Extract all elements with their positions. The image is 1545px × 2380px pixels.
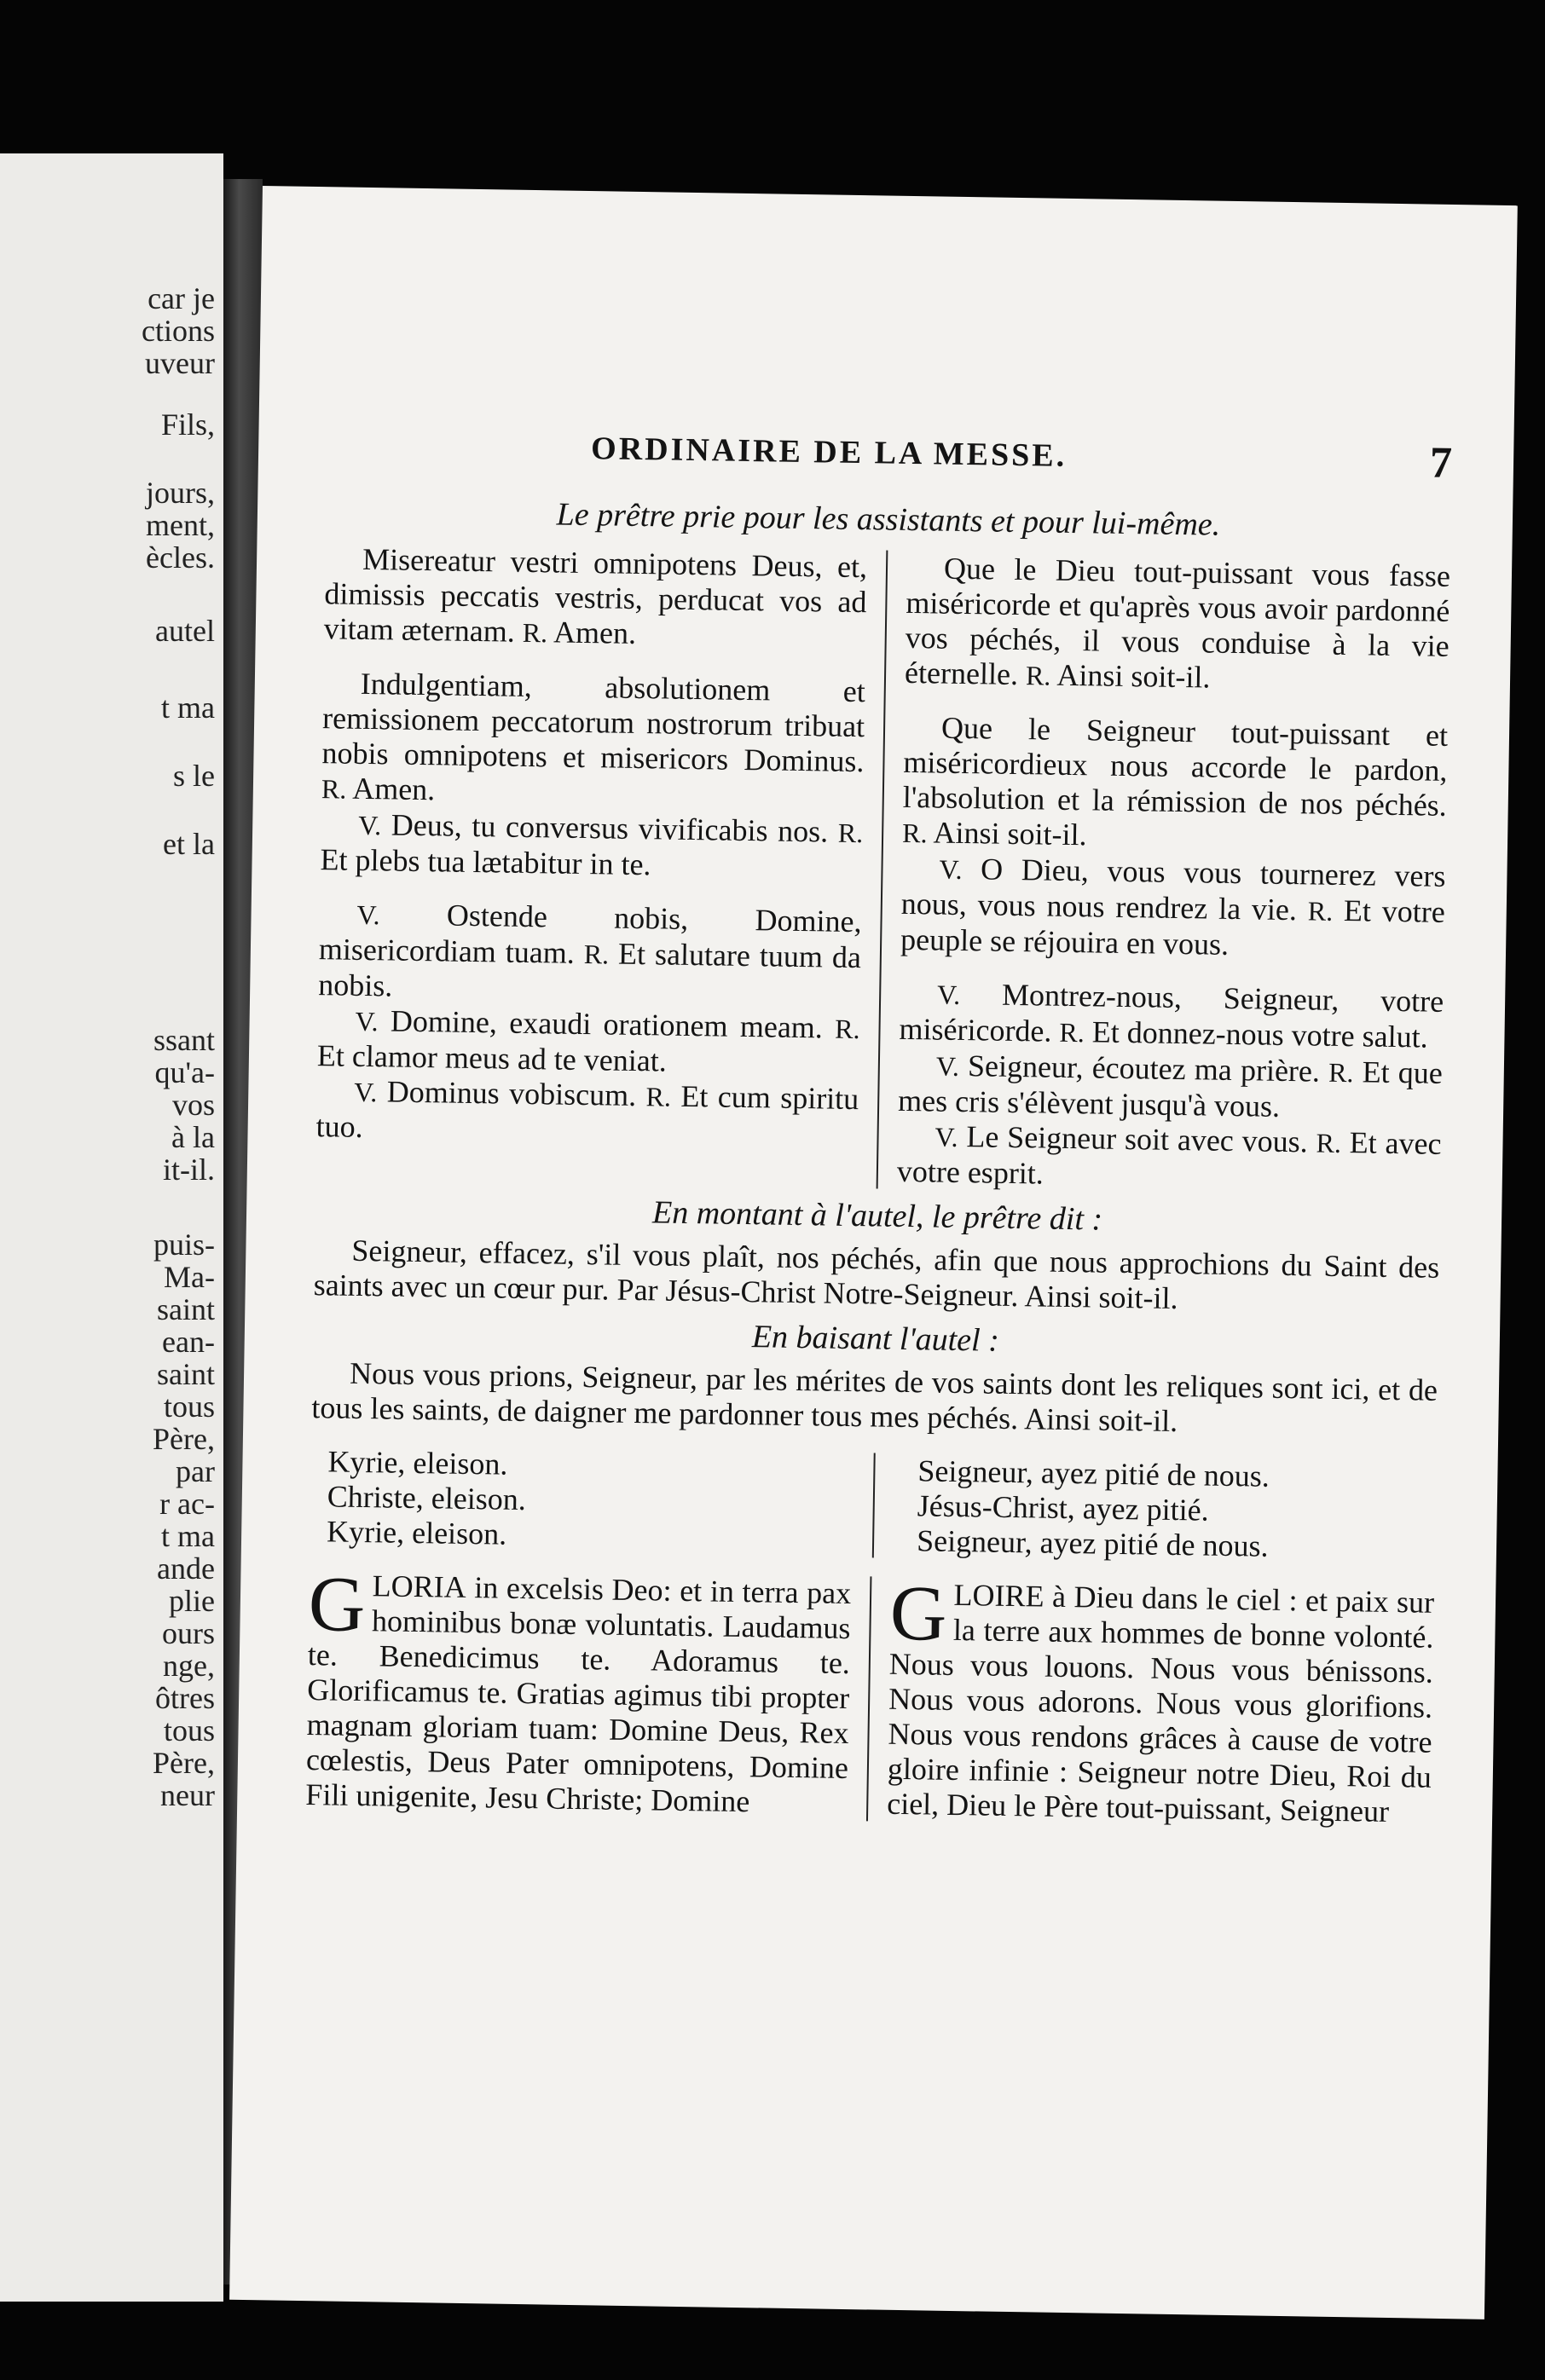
verse-paragraph	[320, 806, 863, 886]
left-page-fragment: neur	[160, 1778, 215, 1812]
book-page	[229, 186, 1518, 2319]
gloria-latin	[305, 1560, 871, 1821]
response-mark: R.	[837, 817, 864, 849]
left-page-fragment: uveur	[145, 346, 215, 380]
drop-cap: G	[308, 1560, 367, 1649]
left-page-fragment: saint	[157, 1292, 215, 1326]
verse-paragraph	[900, 851, 1446, 966]
rubric-ascent: En montant à l'autel, le prêtre dit :	[651, 1194, 1103, 1238]
verse-text: Dominus vobiscum.	[377, 1074, 646, 1113]
verse-text: O Dieu, vous vous tournerez vers nous, vous nous rendrez la vie.	[900, 851, 1446, 927]
left-page-fragment: Père,	[153, 1422, 215, 1456]
verse-paragraph	[315, 1073, 859, 1152]
kyrie-latin-line: Kyrie, eleison.	[326, 1514, 507, 1551]
verse-text: Seigneur, écoutez ma prière.	[958, 1048, 1329, 1089]
left-page-fragment: r ac-	[159, 1487, 215, 1521]
versicle-mark: V.	[935, 1050, 960, 1082]
response-mark: R.	[1059, 1016, 1085, 1048]
left-page-fragment: ècles.	[146, 540, 215, 575]
response-mark: R.	[1025, 660, 1051, 691]
response-text: Ainsi soit-il.	[1050, 657, 1211, 695]
left-page-fragment: ean-	[162, 1325, 215, 1359]
gloria-latin-text	[305, 1560, 852, 1821]
kyrie-french-line: Jésus-Christ, ayez pitié.	[917, 1488, 1209, 1528]
left-page-fragment: car je	[148, 281, 215, 315]
kyrie-section	[310, 1444, 1437, 1567]
response-text: Et plebs tua lætabitur in te.	[320, 842, 651, 882]
left-page-fragment: jours,	[146, 476, 215, 510]
left-page-fragment: saint	[157, 1357, 215, 1391]
prayer-ascent: Seigneur, effacez, s'il vous plaît, nos péchés, afin que nous approchions du Saint des saints avec un cœur pur. Par Jésus-Christ Notre-Seigneur. Ainsi soit-il.	[313, 1233, 1440, 1316]
drop-cap: G	[888, 1568, 948, 1657]
left-page-fragment: t ma	[161, 690, 215, 725]
verse-text: Que le Seigneur tout-puissant et miséricordieux nous accorde le pardon, l'absolution et la rémission de nos péchés.	[902, 710, 1449, 823]
verse-text: Domine, exaudi orationem meam.	[378, 1003, 836, 1045]
latin-column	[315, 541, 888, 1188]
response-mark: R.	[834, 1013, 860, 1045]
left-page-fragment: Père,	[153, 1746, 215, 1780]
verse-paragraph	[318, 896, 862, 1011]
left-page-fragment: par	[176, 1454, 215, 1488]
response-mark: R.	[901, 817, 928, 849]
french-column	[878, 551, 1451, 1198]
versicle-mark: V.	[354, 1076, 378, 1108]
verse-text: Deus, tu conversus vivificabis nos.	[380, 807, 839, 849]
left-page-fragment: nge,	[163, 1649, 215, 1683]
verse-paragraph	[899, 976, 1444, 1056]
left-page-fragment: Fils,	[160, 407, 215, 442]
left-page-fragment: plie	[169, 1584, 215, 1618]
verse-paragraph	[321, 666, 866, 815]
verse-text: Montrez-nous, Seigneur, votre miséricorde.	[899, 976, 1444, 1048]
gloria-latin-first: LORIA	[372, 1568, 466, 1604]
versicle-mark: V.	[935, 1121, 958, 1152]
left-page-fragment: qu'a-	[154, 1055, 215, 1089]
response-mark: R.	[321, 773, 347, 805]
verse-text: Que le Dieu tout-puissant vous fasse miséricorde et qu'après vous avoir pardonné vos péchés, il vous conduise à la vie éternelle.	[904, 551, 1451, 692]
response-text: Et salutare tuum da nobis.	[317, 936, 862, 1003]
left-page-fragment: tous	[163, 1389, 215, 1424]
versicle-mark: V.	[357, 809, 382, 841]
verse-text: Misereatur vestri omnipotens Deus, et, dimissis peccatis vestris, perducat vos ad vitam æternam.	[323, 541, 868, 649]
response-text: Et donnez-nous votre salut.	[1084, 1014, 1429, 1054]
left-page-fragment: s le	[173, 759, 215, 793]
kyrie-french-line: Seigneur, ayez pitié de nous.	[916, 1523, 1269, 1563]
response-mark: R.	[583, 939, 610, 970]
left-page-fragment: autel	[155, 614, 215, 648]
left-page-fragment: Ma-	[164, 1260, 215, 1294]
response-text: Amen.	[547, 615, 637, 650]
verse-paragraph	[317, 1002, 860, 1082]
response-mark: R.	[645, 1081, 672, 1112]
response-mark: R.	[522, 616, 548, 649]
rubric-prayer-for-assistants: Le prêtre prie pour les assistants et pour lui-même.	[556, 496, 1221, 543]
left-page-fragment: ctions	[142, 314, 215, 348]
verse-text: Ostende nobis, Domine, misericordiam tuam.	[318, 897, 862, 971]
left-page-fragment: puis-	[153, 1228, 215, 1262]
misereatur-section	[315, 541, 1451, 1198]
left-page-fragment: ssant	[153, 1023, 215, 1057]
response-text: Et votre peuple se réjouira en vous.	[900, 892, 1446, 962]
versicle-mark: V.	[939, 853, 963, 885]
response-mark: R.	[1328, 1056, 1354, 1089]
gloria-section	[305, 1560, 1435, 1830]
verse-text: Indulgentiam, absolutionem et remissionem peccatorum nostrorum tribuat nobis omnipotens et misericors Dominus.	[321, 666, 866, 779]
response-text: Amen.	[345, 771, 436, 807]
page-number: 7	[1429, 438, 1453, 488]
kyrie-french-line: Seigneur, ayez pitié de nous.	[917, 1453, 1270, 1493]
gloria-french-text	[886, 1568, 1435, 1830]
left-page-fragment: ours	[162, 1616, 215, 1650]
response-mark: R.	[1316, 1127, 1342, 1159]
gloria-french-rest: à Dieu dans le ciel : et paix sur la terre aux hommes de bonne volonté. Nous vous louons. Nous vous bénissons. Nous vous adorons. Nous vous glorifions. Nous vous rendons grâces à cause de votre gloire infinie : Seigneur notre Dieu, Roi du ciel, Dieu le Père tout-puissant, Seigneur	[886, 1579, 1435, 1828]
left-page-fragment: à la	[171, 1120, 215, 1154]
gloria-french-first: LOIRE	[953, 1577, 1044, 1614]
response-text: Ainsi soit-il.	[927, 815, 1087, 852]
verse-paragraph	[324, 541, 868, 656]
kyrie-french	[872, 1453, 1437, 1566]
left-page-fragment: t ma	[161, 1519, 215, 1553]
verse-paragraph	[905, 551, 1451, 700]
kyrie-latin	[310, 1444, 874, 1557]
left-page-fragment: it-il.	[163, 1152, 215, 1187]
verse-paragraph	[898, 1048, 1443, 1127]
prayer-kiss-altar: Nous vous prions, Seigneur, par les mérites de vos saints dont les reliques sont ici, et de tous les saints, de daigner me pardonner tous mes péchés. Ainsi soit-il.	[311, 1355, 1438, 1439]
left-page-fragment: ment,	[146, 508, 215, 542]
left-page-fragment: ôtres	[155, 1681, 215, 1715]
response-text: Et avec votre esprit.	[896, 1125, 1442, 1191]
versicle-mark: V.	[936, 979, 961, 1010]
left-page-fragment: et la	[163, 827, 215, 861]
rubric-kiss-altar: En baisant l'autel :	[751, 1319, 1000, 1359]
response-text: Et cum spiritu tuo.	[315, 1078, 859, 1144]
kyrie-latin-line: Kyrie, eleison.	[327, 1444, 508, 1482]
response-mark: R.	[1307, 895, 1334, 927]
response-text: Et clamor meus ad te veniat.	[316, 1038, 668, 1078]
running-title: ORDINAIRE DE LA MESSE.	[590, 430, 1068, 474]
gloria-latin-rest: in excelsis Deo: et in terra pax hominibus bonæ voluntatis. Laudamus te. Benedicimus te. Adoramus te. Glorificamus te. Gratias agimus tibi propter magnam gloriam tuam: Domine Deus, Rex cœlestis, Deus Pater omnipotens, Domine Fili unigenite, Jesu Christe; Domine	[305, 1569, 852, 1819]
verse-paragraph	[902, 710, 1449, 859]
page-content	[305, 425, 1452, 1830]
left-page-fragment: tous	[163, 1713, 215, 1747]
left-page-fragment: ande	[157, 1551, 215, 1586]
left-page-fragment: vos	[171, 1088, 215, 1122]
running-head	[326, 425, 1452, 503]
verse-text: Le Seigneur soit avec vous.	[958, 1118, 1316, 1159]
gloria-french	[868, 1568, 1435, 1829]
kyrie-latin-line: Christe, eleison.	[327, 1479, 527, 1517]
versicle-mark: V.	[356, 898, 380, 931]
response-text: Et que mes cris s'élèvent jusqu'à vous.	[897, 1054, 1444, 1124]
versicle-mark: V.	[355, 1005, 379, 1037]
verse-paragraph	[897, 1118, 1442, 1198]
previous-page	[0, 153, 223, 2302]
